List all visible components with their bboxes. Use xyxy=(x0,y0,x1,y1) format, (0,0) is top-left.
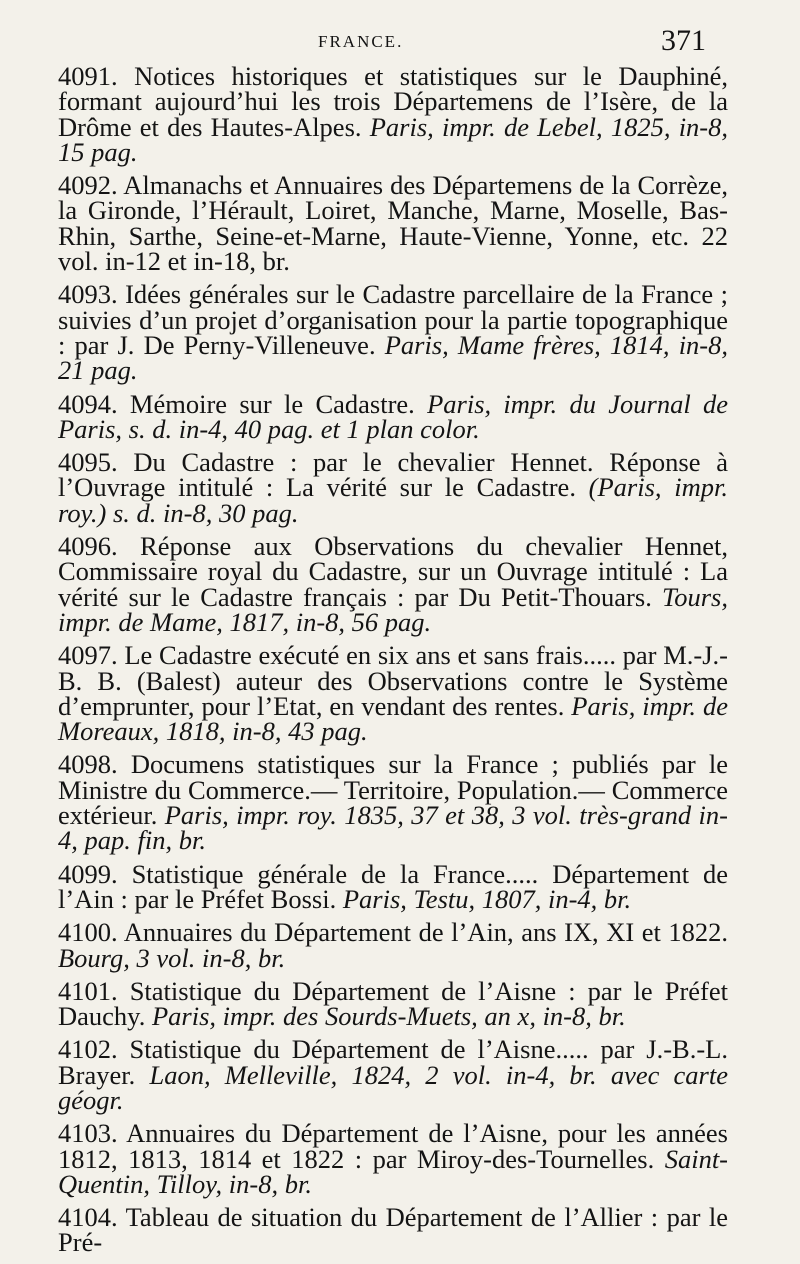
entry-text: Réponse aux Observations du chevalier Hennet, Commissaire royal du Cadastre, sur un Ouvrage intitulé : La vérité sur le Cadastre français : par Du Petit-Thouars. xyxy=(58,531,729,612)
entry-number: 4102. xyxy=(58,1034,118,1065)
bibliography-entry xyxy=(58,640,729,747)
bibliography-entry xyxy=(58,531,729,637)
entry-imprint: Paris, impr. de Moreaux, 1818, in-8, 43 pag. xyxy=(58,690,728,747)
entry-imprint: Paris, Testu, 1807, in-4, br. xyxy=(342,883,632,914)
entry-number: 4101. xyxy=(58,975,118,1006)
page-header xyxy=(0,24,800,64)
entry-imprint: Bourg, 3 vol. in-8, br. xyxy=(58,942,286,973)
entry-text: Notices historiques et statistiques sur le Dauphiné, formant aujourd’hui les trois Départemens de l’Isère, de la Drôme et des Hautes-Alpes. xyxy=(58,61,728,142)
bibliography-entry xyxy=(58,749,728,856)
entry-text: Annuaires du Département de l’Ain, ans IX, XI et 1822. xyxy=(123,917,728,948)
bibliography-entry xyxy=(58,975,729,1032)
entry-number: 4092. xyxy=(58,170,118,201)
entry-imprint: Paris, impr. du Journal de Paris, s. d. in-4, 40 pag. et 1 plan color. xyxy=(58,388,729,444)
bibliography-entry xyxy=(58,388,729,444)
bibliography-entry xyxy=(58,858,729,914)
entry-imprint: (Paris, impr. roy.) s. d. in-8, 30 pag. xyxy=(58,472,729,528)
entry-number: 4100. xyxy=(58,917,118,948)
entry-imprint: Paris, impr. des Sourds-Muets, an x, in-8, br. xyxy=(151,1001,626,1032)
entry-number: 4095. xyxy=(58,447,118,478)
entry-number: 4098. xyxy=(58,749,118,780)
entry-number: 4096. xyxy=(58,531,118,562)
entry-imprint: Paris, impr. de Lebel, 1825, in-8, 15 pag. xyxy=(58,111,729,167)
entry-number: 4103. xyxy=(58,1118,118,1149)
entry-imprint: Saint-Quentin, Tilloy, in-8, br. xyxy=(58,1143,729,1199)
entry-number: 4093. xyxy=(58,279,118,310)
entry-text: Tableau de situation du Département de l’Allier : par le Pré- xyxy=(58,1202,728,1258)
bibliography-list xyxy=(58,61,729,1264)
bibliography-entry xyxy=(58,279,729,386)
entry-number: 4104. xyxy=(58,1202,118,1233)
entry-text: Statistique du Département de l’Aisne : par le Préfet Dauchy. xyxy=(58,975,729,1032)
bibliography-entry xyxy=(58,447,729,528)
entry-number: 4094. xyxy=(58,388,118,419)
bibliography-entry xyxy=(58,1118,729,1199)
entry-imprint: Paris, Mame frères, 1814, in-8, 21 pag. xyxy=(58,329,729,386)
entry-text: Statistique générale de la France..... Département de l’Ain : par le Préfet Bossi. xyxy=(58,858,729,914)
running-title: FRANCE. xyxy=(318,32,404,51)
entry-text: Du Cadastre : par le chevalier Hennet. Réponse à l’Ouvrage intitulé : La vérité sur le Cadastre. xyxy=(58,447,728,503)
entry-number: 4099. xyxy=(58,858,118,889)
entry-text: Le Cadastre exécuté en six ans et sans frais..... par M.-J.-B. B. (Balest) auteur des Observations contre le Système d’emprunter, pour l’Etat, en vendant des rentes. xyxy=(58,640,729,721)
entry-number: 4097. xyxy=(58,640,118,671)
entry-text: Annuaires du Département de l’Aisne, pour les années 1812, 1813, 1814 et 1822 : par Miroy-des-Tournelles. xyxy=(58,1118,728,1174)
entry-text: Documens statistiques sur la France ; publiés par le Ministre du Commerce.— Territoire, Population.— Commerce extérieur. xyxy=(58,749,728,831)
entry-text: Idées générales sur le Cadastre parcellaire de la France ; suivies d’un projet d’organisation pour la partie topographique : par J. De Perny-Villeneuve. xyxy=(58,279,729,360)
bibliography-entry xyxy=(58,61,729,167)
entry-text: Almanachs et Annuaires des Départemens de la Corrèze, la Gironde, l’Hérault, Loiret, Manche, Marne, Moselle, Bas-Rhin, Sarthe, Seine-et-Marne, Haute-Vienne, Yonne, etc. 22 vol. in-12 et in-18, br. xyxy=(58,170,728,277)
page-number: 371 xyxy=(661,24,706,57)
entry-text: Mémoire sur le Cadastre. xyxy=(129,388,415,419)
bibliography-entry xyxy=(58,1034,728,1115)
entry-imprint: Laon, Melleville, 1824, 2 vol. in-4, br. avec carte géogr. xyxy=(58,1059,728,1115)
entry-text: Statistique du Département de l’Aisne..... par J.-B.-L. Brayer. xyxy=(58,1034,728,1090)
bibliography-entry xyxy=(58,170,728,277)
bibliography-entry xyxy=(58,917,728,973)
entry-imprint: Paris, impr. roy. 1835, 37 et 38, 3 vol. très-grand in-4, pap. fin, br. xyxy=(58,800,728,856)
bibliography-entry xyxy=(58,1202,728,1258)
entry-number: 4091. xyxy=(58,61,118,91)
entry-imprint: Tours, impr. de Mame, 1817, in-8, 56 pag. xyxy=(58,581,728,637)
